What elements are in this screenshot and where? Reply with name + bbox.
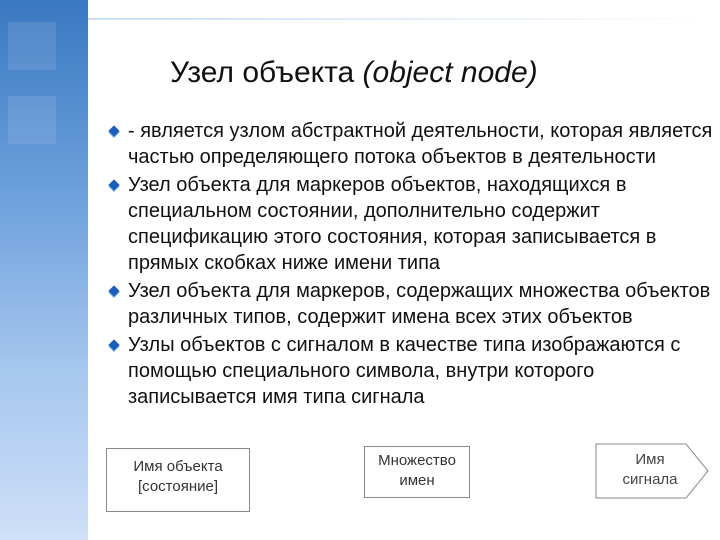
- bullet-diamond-icon: [108, 339, 119, 350]
- decorative-tile: [8, 96, 56, 144]
- decorative-tile: [8, 22, 56, 70]
- bullet-item: [106, 332, 718, 410]
- bullet-diamond-icon: [108, 285, 119, 296]
- decorative-side-band: [0, 0, 88, 540]
- title-english: (object node): [362, 56, 538, 89]
- set-node-label: Множество: [378, 452, 456, 469]
- bullet-text: Узлы объектов с сигналом в качестве типа изображаются с помощью специального символа, внутри которого записывается имя типа сигнала: [128, 334, 681, 408]
- signal-name: Имя: [635, 451, 665, 468]
- set-node-names: имен: [399, 472, 435, 489]
- object-node-diagram: [106, 448, 250, 512]
- signal-node-diagram: [562, 442, 710, 500]
- signal-word: сигнала: [622, 471, 678, 488]
- set-node-diagram: [364, 446, 470, 498]
- bullet-text: Узел объекта для маркеров объектов, находящихся в специальном состоянии, дополнительно содержит спецификацию этого состояния, которая записывается в прямых скобках ниже имени типа: [128, 174, 657, 274]
- title-russian: Узел объекта: [170, 56, 355, 89]
- header-rule: [88, 18, 720, 20]
- bullet-text: Узел объекта для маркеров, содержащих множества объектов различных типов, содержит имена всех этих объектов: [128, 280, 711, 328]
- bullet-item: [106, 278, 718, 330]
- bullet-item: [106, 118, 718, 170]
- bullet-text: - является узлом абстрактной деятельности, которая является частью определяющего потока объектов в деятельности: [128, 120, 713, 168]
- object-node-name: Имя объекта: [133, 458, 223, 475]
- slide-title: [170, 56, 538, 90]
- bullet-item: [106, 172, 718, 276]
- object-node-state: [состояние]: [137, 478, 219, 495]
- bullet-diamond-icon: [108, 125, 119, 136]
- bullet-diamond-icon: [108, 179, 119, 190]
- signal-node-label: [602, 450, 698, 490]
- bullet-list: [106, 118, 718, 412]
